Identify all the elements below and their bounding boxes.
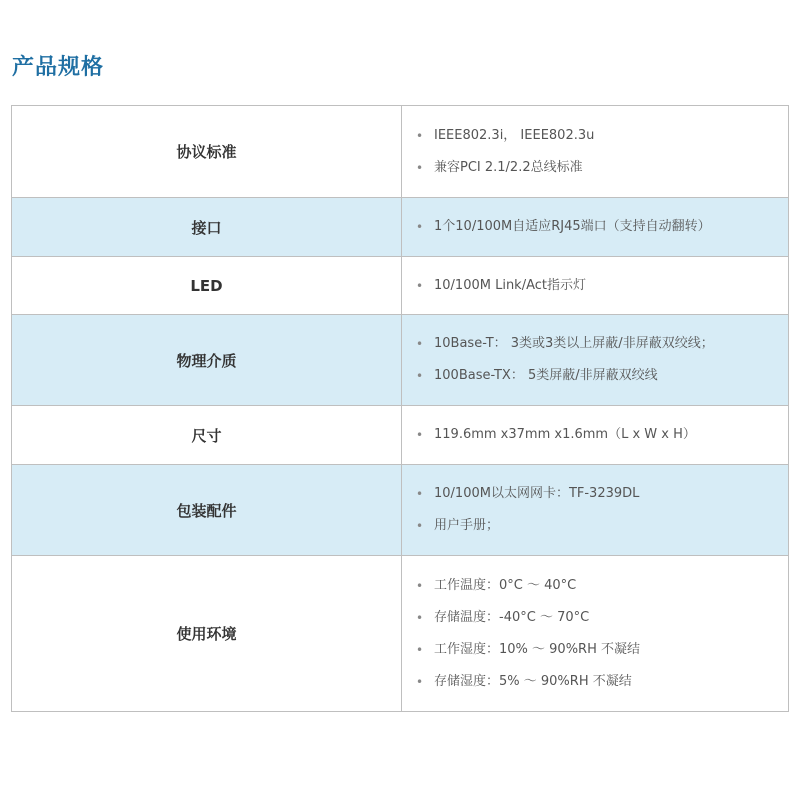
list-item [414, 570, 788, 602]
spec-row [12, 315, 789, 406]
bullet-icon: • [416, 220, 424, 234]
list-item [414, 360, 788, 392]
spec-list [414, 478, 788, 542]
bullet-icon: • [416, 487, 424, 501]
list-item [414, 510, 788, 542]
bullet-icon: • [416, 578, 424, 593]
list-item [414, 211, 788, 243]
bullet-icon: • [416, 160, 424, 175]
spec-item-text: 119.6mm x37mm x1.6mm（L x W x H） [434, 427, 696, 442]
spec-row [12, 465, 789, 556]
spec-item-text: 存储湿度：5% ～ 90%RH 不凝结 [434, 673, 632, 689]
spec-value [402, 257, 789, 315]
spec-row [12, 257, 789, 315]
spec-list [414, 419, 788, 451]
spec-list [414, 211, 788, 243]
bullet-icon: • [416, 128, 424, 143]
spec-table [11, 105, 789, 712]
spec-row [12, 198, 789, 257]
spec-label: 协议标准 [12, 106, 402, 198]
spec-row [12, 556, 789, 712]
spec-item-text: 用户手册； [434, 518, 500, 533]
spec-item-text: 10/100M Link/Act指示灯 [434, 277, 586, 293]
spec-row [12, 406, 789, 465]
spec-list [414, 270, 788, 302]
bullet-icon: • [416, 519, 424, 533]
spec-item-text: 兼容PCI 2.1/2.2总线标准 [434, 159, 583, 175]
bullet-icon: • [416, 610, 424, 625]
spec-label: 使用环境 [12, 556, 402, 712]
spec-item-text: 工作温度：0°C ～ 40°C [434, 577, 577, 593]
spec-list [414, 120, 788, 184]
spec-item-text: 10Base-T： 3类或3类以上屏蔽/非屏蔽双绞线； [434, 336, 714, 351]
spec-value [402, 315, 789, 406]
list-item [414, 152, 788, 184]
spec-list [414, 570, 788, 698]
spec-item-text: 1个10/100M自适应RJ45端口（支持自动翻转） [434, 219, 711, 234]
spec-label: 物理介质 [12, 315, 402, 406]
spec-label: 包装配件 [12, 465, 402, 556]
bullet-icon: • [416, 278, 424, 293]
list-item [414, 328, 788, 360]
bullet-icon: • [416, 337, 424, 351]
spec-item-text: IEEE802.3i， IEEE802.3u [434, 127, 595, 143]
list-item [414, 419, 788, 451]
bullet-icon: • [416, 369, 424, 383]
spec-list [414, 328, 788, 392]
list-item [414, 666, 788, 698]
spec-item-text: 100Base-TX： 5类屏蔽/非屏蔽双绞线 [434, 368, 658, 383]
spec-value [402, 198, 789, 257]
bullet-icon: • [416, 428, 424, 442]
list-item [414, 270, 788, 302]
spec-value [402, 106, 789, 198]
spec-label: 尺寸 [12, 406, 402, 465]
bullet-icon: • [416, 674, 424, 689]
bullet-icon: • [416, 642, 424, 657]
spec-row [12, 106, 789, 198]
list-item [414, 634, 788, 666]
spec-label: LED [12, 257, 402, 315]
spec-item-text: 10/100M以太网网卡：TF-3239DL [434, 486, 640, 501]
list-item [414, 602, 788, 634]
list-item [414, 120, 788, 152]
spec-value [402, 556, 789, 712]
spec-item-text: 工作湿度：10% ～ 90%RH 不凝结 [434, 641, 640, 657]
spec-label: 接口 [12, 198, 402, 257]
spec-value [402, 406, 789, 465]
list-item [414, 478, 788, 510]
spec-value [402, 465, 789, 556]
spec-item-text: 存储温度：-40°C ～ 70°C [434, 609, 590, 625]
page-title: 产品规格 [12, 55, 105, 80]
